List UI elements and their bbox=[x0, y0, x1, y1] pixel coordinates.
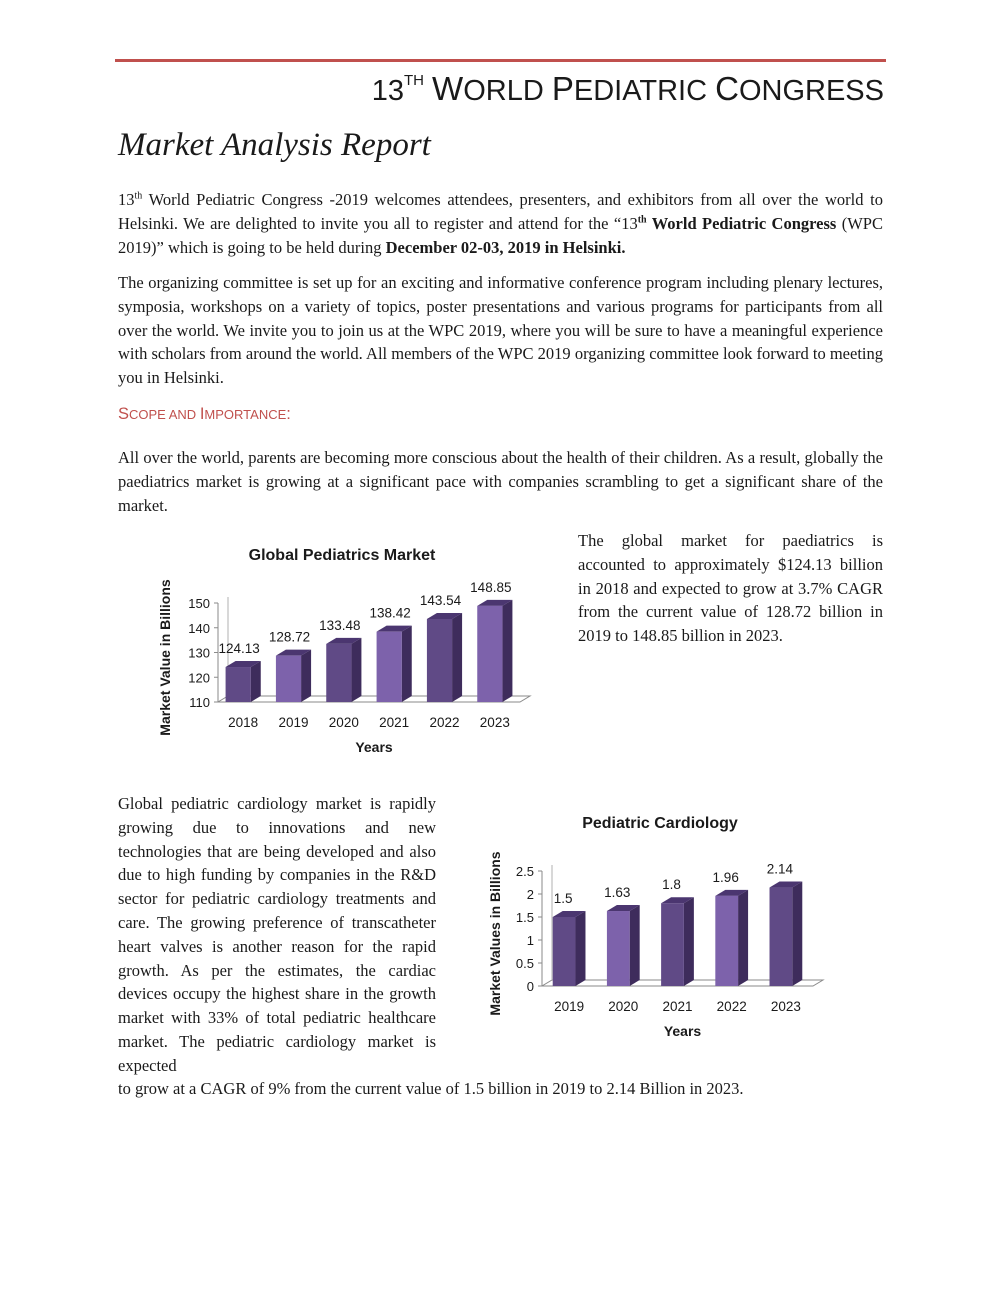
y-tick-label: 150 bbox=[188, 596, 210, 611]
value-label-2023: 2.14 bbox=[766, 861, 794, 877]
bar-side-2021 bbox=[684, 897, 694, 986]
market-summary-text: The global market for paediatrics is accounted to approximately $124.13 billion in 2018 and expected to grow at 3.7% CAGR from the current value of 128.72 billion in 2019 to 148.85 billion in 2023. bbox=[578, 531, 883, 646]
title-superscript: TH bbox=[403, 72, 424, 89]
bar-side-2022 bbox=[452, 613, 462, 702]
x-tick-label-2023: 2023 bbox=[479, 715, 510, 730]
x-tick-label-2021: 2021 bbox=[662, 999, 693, 1014]
x-axis-title: Years bbox=[663, 1023, 702, 1039]
value-label-2019: 1.5 bbox=[553, 891, 573, 906]
x-tick-label-2020: 2020 bbox=[608, 999, 639, 1014]
bar-side-2019 bbox=[301, 650, 311, 702]
bar-2021 bbox=[377, 632, 402, 702]
title-cap-p: P bbox=[551, 70, 574, 107]
header-rule bbox=[115, 59, 886, 62]
value-label-2020: 1.63 bbox=[604, 885, 631, 901]
y-tick-label: 130 bbox=[188, 645, 210, 661]
x-axis-title: Years bbox=[355, 739, 393, 755]
intro-text-1: World Pediatric Congress -2019 welcomes attendees, presenters, and exhibitors from all over the world to Helsinki. We are delighted to invite you all to register and attend for the “13 bbox=[118, 190, 883, 233]
y-tick-label: 110 bbox=[189, 695, 210, 710]
chart-title: Global Pediatrics Market bbox=[248, 547, 436, 564]
x-tick-label-2019: 2019 bbox=[554, 999, 585, 1014]
bar-side-2020 bbox=[630, 905, 640, 986]
heading-cap-s: S bbox=[118, 405, 130, 423]
title-rest-congress: ONGRESS bbox=[738, 75, 884, 107]
value-label-2023: 148.85 bbox=[470, 579, 512, 595]
title-rest-pediatric: EDIATRIC bbox=[573, 75, 708, 107]
title-cap-w: W bbox=[432, 70, 464, 107]
committee-paragraph: The organizing committee is set up for an exciting and informative conference program including plenary lectures, symposia, workshops on a variety of topics, poster presentations and various programs for participants from all over the world. We invite you to join us at the WPC 2019, where you will be sure to have a meaningful experience with scholars from around the world. All members of the WPC 2019 organizing committee look forward to meeting you in Helsinki. bbox=[118, 273, 883, 388]
y-tick-label: 2.5 bbox=[515, 864, 534, 879]
x-tick-label-2021: 2021 bbox=[379, 715, 410, 730]
intro-text-2: (WPC 2019)” which is going to be held during bbox=[118, 213, 883, 257]
x-tick-label-2022: 2022 bbox=[716, 999, 747, 1014]
intro-event-dates: December 02-03, 2019 in Helsinki. bbox=[385, 237, 626, 257]
cardiology-paragraph-end: to grow at a CAGR of 9% from the current value of 1.5 billion in 2019 to 2.14 Billion in 2023. bbox=[118, 1079, 744, 1098]
y-axis-title: Market Values in Billions bbox=[487, 851, 503, 1016]
bar-side-2022 bbox=[738, 890, 748, 986]
heading-rest-2: MPORTANCE bbox=[204, 407, 287, 422]
value-label-2022: 1.96 bbox=[712, 869, 739, 885]
bar-2022 bbox=[715, 896, 738, 986]
x-tick-label-2020: 2020 bbox=[328, 715, 359, 730]
y-tick-label: 1 bbox=[526, 933, 534, 948]
bar-side-2018 bbox=[251, 661, 261, 702]
bar-side-2023 bbox=[502, 600, 512, 702]
intro-paragraph bbox=[118, 188, 883, 259]
chart-title: Pediatric Cardiology bbox=[582, 815, 738, 832]
bar-2023 bbox=[770, 888, 793, 986]
y-axis-title: Market Value in Billions bbox=[157, 579, 173, 736]
y-tick-label: 0.5 bbox=[515, 956, 534, 971]
heading-cap-i: I bbox=[199, 405, 205, 423]
x-tick-label-2018: 2018 bbox=[228, 715, 259, 730]
document-title: Market Analysis Report bbox=[118, 127, 431, 163]
y-tick-label: 1.5 bbox=[515, 910, 534, 925]
heading-colon: : bbox=[286, 405, 291, 423]
bar-side-2019 bbox=[575, 911, 585, 986]
pediatric-cardiology-chart bbox=[480, 805, 850, 1050]
value-label-2021: 138.42 bbox=[369, 605, 411, 621]
x-tick-label-2019: 2019 bbox=[278, 715, 309, 730]
bar-2020 bbox=[326, 644, 351, 702]
bar-side-2021 bbox=[402, 626, 412, 702]
value-label-2018: 124.13 bbox=[218, 641, 260, 657]
bar-side-2023 bbox=[792, 882, 802, 986]
section-heading-scope bbox=[118, 405, 291, 424]
bar-2018 bbox=[226, 667, 251, 702]
bar-2019 bbox=[553, 917, 576, 986]
intro-superscript: th bbox=[134, 190, 143, 202]
y-tick-label: 2 bbox=[526, 887, 534, 902]
x-tick-label-2022: 2022 bbox=[429, 715, 460, 730]
y-tick-label: 0 bbox=[526, 979, 534, 994]
intro-number: 13 bbox=[118, 190, 135, 209]
bar-2023 bbox=[477, 606, 502, 702]
bar-2022 bbox=[427, 619, 452, 702]
bar-2020 bbox=[607, 911, 630, 986]
y-tick-label: 120 bbox=[188, 670, 210, 686]
bar-2019 bbox=[276, 656, 301, 702]
intro-bold-superscript: th bbox=[637, 214, 647, 226]
title-number: 13 bbox=[371, 75, 404, 107]
scope-paragraph: All over the world, parents are becoming more conscious about the health of their children. As a result, globally the paediatrics market is growing at a significant pace with companies scrambling to get a significant share of the market. bbox=[118, 448, 883, 515]
bar-2021 bbox=[661, 903, 684, 986]
value-label-2021: 1.8 bbox=[662, 877, 681, 893]
y-tick-label: 140 bbox=[188, 620, 210, 636]
congress-title bbox=[372, 70, 884, 108]
value-label-2022: 143.54 bbox=[419, 592, 462, 608]
cardiology-paragraph: Global pediatric cardiology market is rapidly growing due to innovations and new technologies that are being developed and also due to high funding by companies in the R&D sector for pediatric cardiology treatments and care. The growing preference of transcatheter heart valves is another reason for the rapid growth. As per the estimates, the cardiac devices occupy the highest share in the growth market with 33% of total pediatric healthcare market. The pediatric cardiology market is expected bbox=[118, 794, 436, 1075]
x-tick-label-2023: 2023 bbox=[770, 999, 801, 1014]
intro-congress-name: World Pediatric Congress bbox=[646, 213, 837, 233]
global-pediatrics-market-chart bbox=[150, 530, 540, 770]
title-cap-c: C bbox=[715, 70, 739, 107]
value-label-2019: 128.72 bbox=[268, 629, 311, 645]
bar-side-2020 bbox=[351, 638, 361, 702]
title-rest-world: ORLD bbox=[463, 75, 544, 107]
value-label-2020: 133.48 bbox=[319, 617, 361, 633]
heading-rest-1: COPE AND bbox=[129, 407, 200, 422]
